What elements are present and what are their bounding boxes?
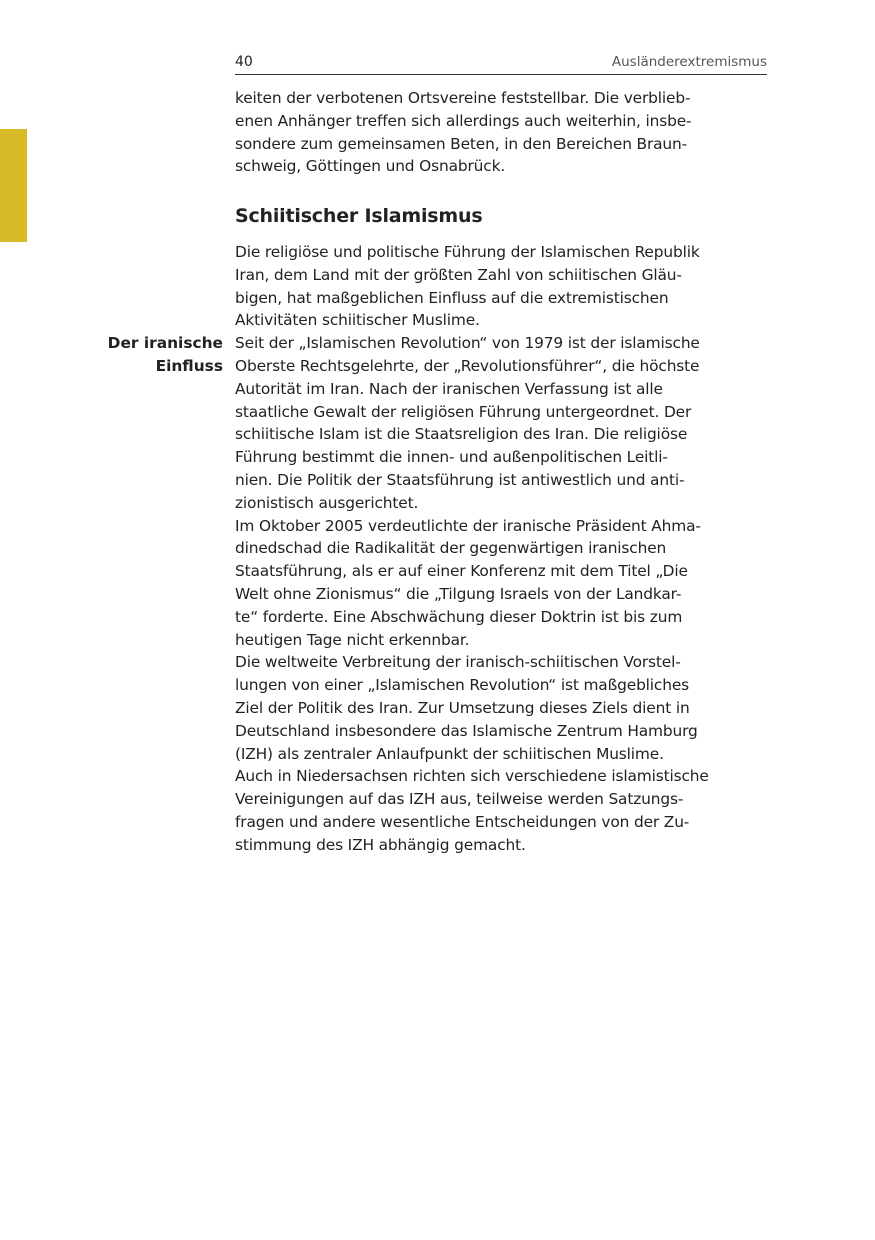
text-line: Führung bestimmt die innen- und außenpolitischen Leitli-	[235, 448, 668, 467]
text-line: Aktivitäten schiitischer Muslime.	[235, 311, 480, 330]
margin-note-line: Der iranische	[107, 334, 223, 352]
text-line: stimmung des IZH abhängig gemacht.	[235, 835, 526, 854]
page-header	[235, 52, 767, 75]
text-line: staatliche Gewalt der religiösen Führung untergeordnet. Der	[235, 402, 692, 421]
text-line: Die weltweite Verbreitung der iranisch-schiitischen Vorstel-	[235, 653, 681, 672]
text-line: Autorität im Iran. Nach der iranischen Verfassung ist alle	[235, 379, 663, 398]
text-line: fragen und andere wesentliche Entscheidungen von der Zu-	[235, 812, 690, 831]
text-line: bigen, hat maßgeblichen Einfluss auf die extremistischen	[235, 288, 669, 307]
section-heading: Schiitischer Islamismus	[235, 205, 483, 227]
text-line: te“ forderte. Eine Abschwächung dieser Doktrin ist bis zum	[235, 607, 683, 626]
text-line: Deutschland insbesondere das Islamische Zentrum Hamburg	[235, 721, 698, 740]
text-line: Seit der „Islamischen Revolution“ von 1979 ist der islamische	[235, 334, 700, 353]
text-line: zionistisch ausgerichtet.	[235, 493, 419, 512]
text-line: Iran, dem Land mit der größten Zahl von schiitischen Gläu-	[235, 265, 682, 284]
page-number: 40	[235, 54, 253, 70]
running-title: Ausländerextremismus	[611, 54, 767, 70]
margin-note	[83, 332, 223, 378]
text-line: sondere zum gemeinsamen Beten, in den Bereichen Braun-	[235, 134, 688, 153]
text-line: (IZH) als zentraler Anlaufpunkt der schiitischen Muslime.	[235, 744, 664, 763]
text-line: Vereinigungen auf das IZH aus, teilweise werden Satzungs-	[235, 790, 684, 809]
text-line: heutigen Tage nicht erkennbar.	[235, 630, 470, 649]
text-line: lungen von einer „Islamischen Revolution“ ist maßgebliches	[235, 676, 690, 695]
chapter-side-tab	[0, 129, 27, 242]
text-line: schweig, Göttingen und Osnabrück.	[235, 157, 506, 176]
text-line: Oberste Rechtsgelehrte, der „Revolutionsführer“, die höchste	[235, 356, 700, 375]
text-line: enen Anhänger treffen sich allerdings auch weiterhin, insbe-	[235, 111, 692, 130]
text-line: Auch in Niedersachsen richten sich verschiedene islamistische	[235, 767, 709, 786]
section-body	[235, 241, 775, 857]
text-line: nien. Die Politik der Staatsführung ist antiwestlich und anti-	[235, 470, 685, 489]
margin-note-line: Einfluss	[155, 356, 223, 375]
text-line: Im Oktober 2005 verdeutlichte der iranische Präsident Ahma-	[235, 516, 701, 535]
text-line: keiten der verbotenen Ortsvereine feststellbar. Die verblieb-	[235, 89, 691, 107]
intro-paragraph	[235, 87, 775, 178]
text-line: Staatsführung, als er auf einer Konferenz mit dem Titel „Die	[235, 562, 688, 581]
text-line: dinedschad die Radikalität der gegenwärtigen iranischen	[235, 539, 667, 558]
text-line: Die religiöse und politische Führung der Islamischen Republik	[235, 243, 700, 261]
text-line: Ziel der Politik des Iran. Zur Umsetzung dieses Ziels dient in	[235, 698, 690, 717]
text-line: schiitische Islam ist die Staatsreligion des Iran. Die religiöse	[235, 425, 688, 444]
text-line: Welt ohne Zionismus“ die „Tilgung Israels von der Landkar-	[235, 584, 682, 603]
